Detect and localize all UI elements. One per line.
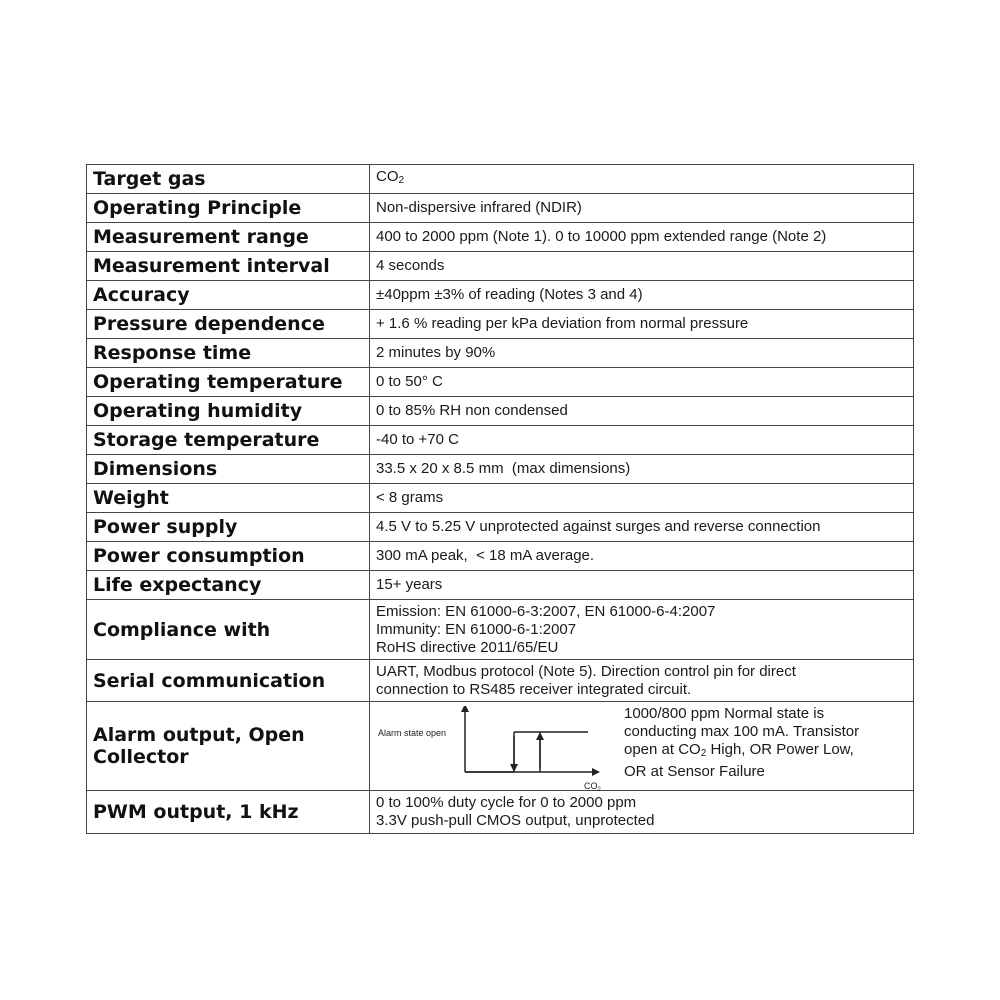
specifications-table: [86, 164, 914, 834]
row-value: 400 to 2000 ppm (Note 1). 0 to 10000 ppm extended range (Note 2): [370, 223, 914, 252]
table-row: [87, 455, 914, 484]
table-row: [87, 542, 914, 571]
table-row: [87, 310, 914, 339]
table-row: [87, 281, 914, 310]
value-line: connection to RS485 receiver integrated circuit.: [376, 680, 692, 698]
table-row: [87, 368, 914, 397]
alarm-description: [624, 705, 894, 781]
row-label: Compliance with: [87, 600, 370, 660]
row-label: Operating Principle: [87, 194, 370, 223]
value-line: RoHS directive 2011/65/EU: [376, 638, 559, 656]
value-line: Emission: EN 61000-6-3:2007, EN 61000-6-4:2007: [376, 602, 716, 620]
row-value: [370, 600, 914, 660]
hysteresis-high-path: [540, 732, 588, 772]
row-value: 4.5 V to 5.25 V unprotected against surges and reverse connection: [370, 513, 914, 542]
table-row: [87, 194, 914, 223]
row-value: 15+ years: [370, 571, 914, 600]
row-label: Accuracy: [87, 281, 370, 310]
value-line: open at $CO_2$ High, OR Power Low,: [624, 741, 854, 759]
row-value: [370, 702, 914, 791]
row-value: + 1.6 % reading per kPa deviation from normal pressure: [370, 310, 914, 339]
row-label: Pressure dependence: [87, 310, 370, 339]
value-line: 0 to 100% duty cycle for 0 to 2000 ppm: [376, 794, 637, 811]
row-value: -40 to +70 C: [370, 426, 914, 455]
alarm-hysteresis-diagram: [370, 706, 620, 792]
row-label: Power supply: [87, 513, 370, 542]
row-label: Measurement range: [87, 223, 370, 252]
value-line: 3.3V push-pull CMOS output, unprotected: [376, 812, 655, 829]
row-label: Life expectancy: [87, 571, 370, 600]
table-row: [87, 426, 914, 455]
row-value: 4 seconds: [370, 252, 914, 281]
table-row: [87, 702, 914, 791]
row-value: Non-dispersive infrared (NDIR): [370, 194, 914, 223]
row-label: Target gas: [87, 165, 370, 194]
row-value: [370, 660, 914, 702]
table-row: [87, 252, 914, 281]
row-value: 2 minutes by 90%: [370, 339, 914, 368]
row-label: Operating temperature: [87, 368, 370, 397]
value-line: UART, Modbus protocol (Note 5). Direction control pin for direct: [376, 662, 796, 680]
row-label: Measurement interval: [87, 252, 370, 281]
row-value: 300 mA peak, < 18 mA average.: [370, 542, 914, 571]
row-value: $CO_2$: [370, 165, 914, 194]
value-line: 1000/800 ppm Normal state is: [624, 705, 825, 722]
table-row: [87, 484, 914, 513]
row-value: < 8 grams: [370, 484, 914, 513]
row-label: PWM output, 1 kHz: [87, 791, 370, 834]
value-line: conducting max 100 mA. Transistor: [624, 723, 860, 740]
row-value: ±40ppm ±3% of reading (Notes 3 and 4): [370, 281, 914, 310]
row-label: Operating humidity: [87, 397, 370, 426]
row-label: Weight: [87, 484, 370, 513]
row-label: Storage temperature: [87, 426, 370, 455]
row-label: Response time: [87, 339, 370, 368]
table-row: [87, 397, 914, 426]
hysteresis-low-path: [465, 732, 514, 772]
table-row: [87, 791, 914, 834]
table-row: [87, 600, 914, 660]
diagram-x-label: $CO_2$: [584, 781, 601, 792]
row-value: [370, 791, 914, 834]
table-row: [87, 513, 914, 542]
table-row: [87, 223, 914, 252]
row-label: Alarm output, Open Collector: [87, 702, 370, 791]
value-line: OR at Sensor Failure: [624, 763, 765, 780]
value-line: Immunity: EN 61000-6-1:2007: [376, 620, 577, 638]
table-row: [87, 165, 914, 194]
diagram-y-label: Alarm state open: [378, 728, 447, 738]
row-label: Serial communication: [87, 660, 370, 702]
row-value: 33.5 x 20 x 8.5 mm (max dimensions): [370, 455, 914, 484]
table-row: [87, 339, 914, 368]
row-value: 0 to 85% RH non condensed: [370, 397, 914, 426]
table-row: [87, 571, 914, 600]
row-label: Power consumption: [87, 542, 370, 571]
row-value: 0 to 50° C: [370, 368, 914, 397]
table-row: [87, 660, 914, 702]
row-label: Dimensions: [87, 455, 370, 484]
